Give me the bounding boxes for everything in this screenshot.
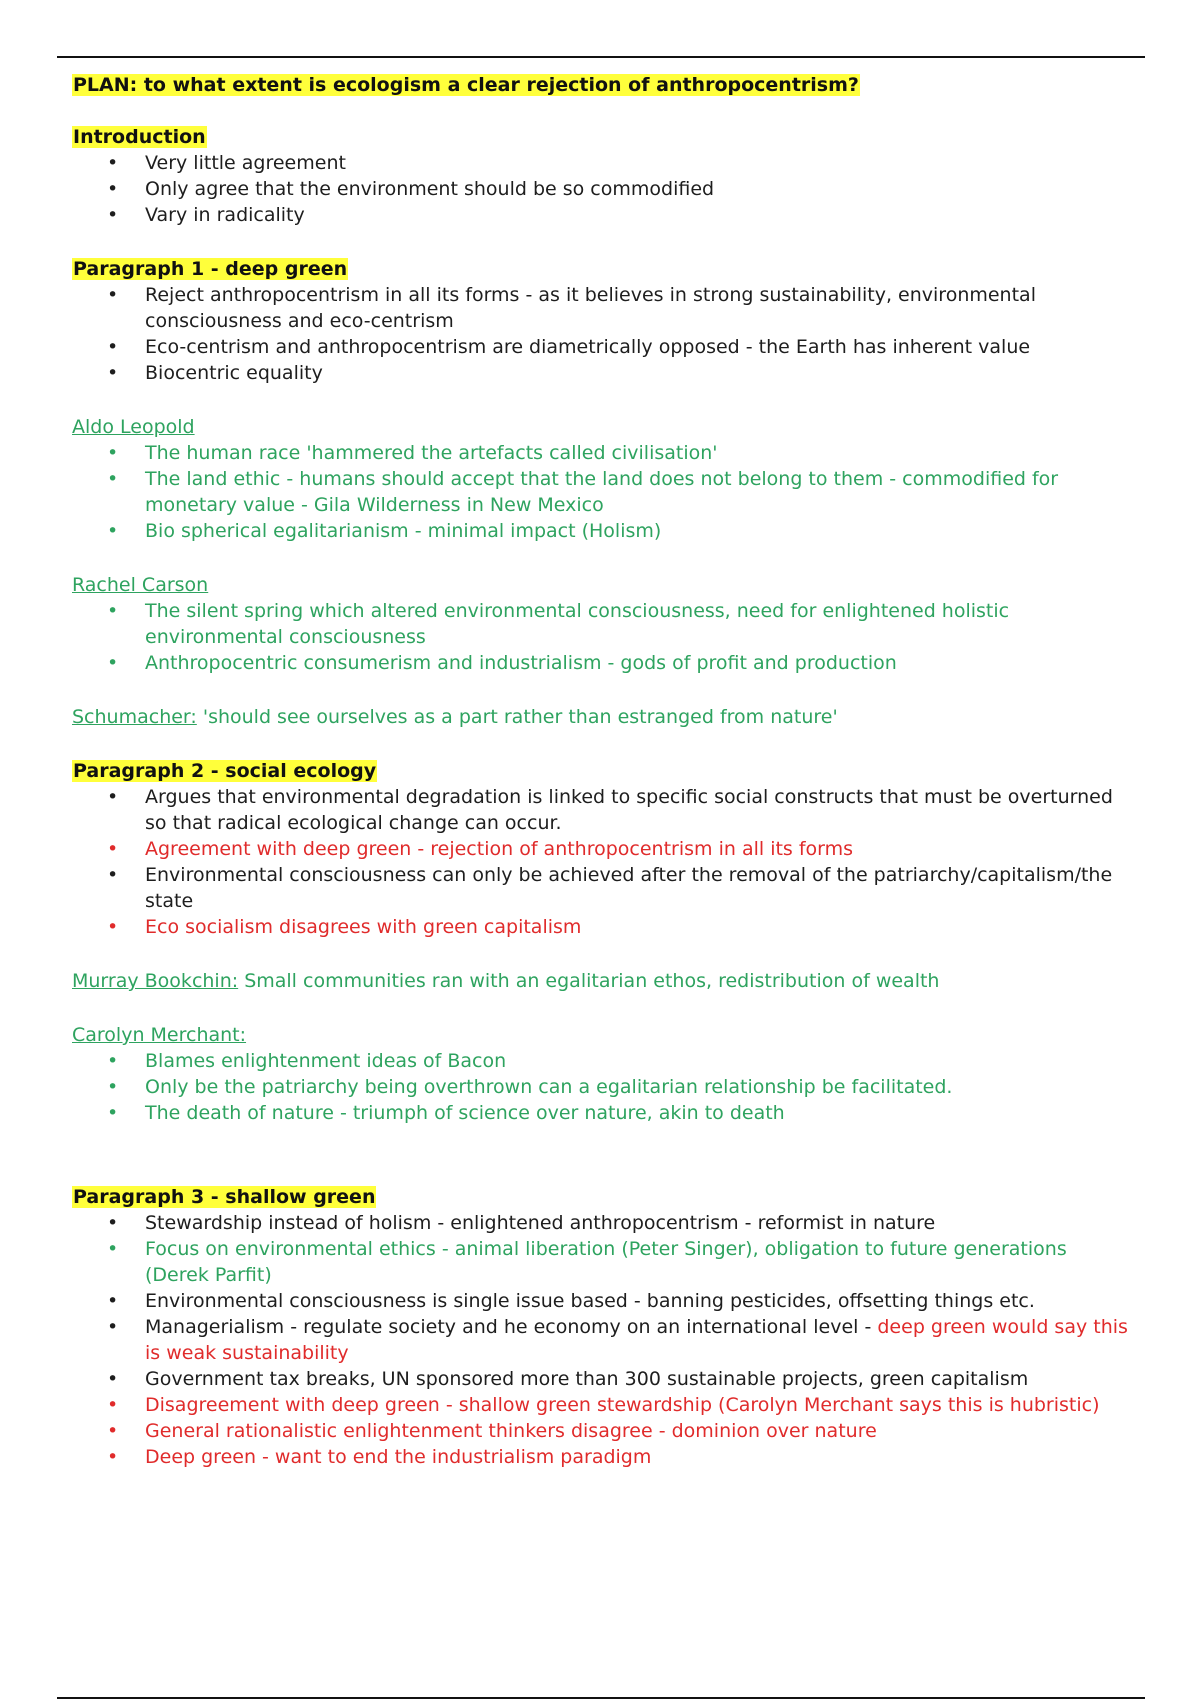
bullet-icon: • — [107, 600, 119, 622]
schumacher-section — [72, 704, 1132, 730]
list-item: • Only agree that the environment should be so commodified — [107, 178, 715, 200]
p3-heading: Paragraph 3 - shallow green — [73, 1186, 376, 1208]
bullet-icon: • — [107, 1050, 119, 1072]
leopold-heading: Aldo Leopold — [72, 416, 195, 438]
bullet-icon: • — [107, 1102, 119, 1124]
p2-heading: Paragraph 2 - social ecology — [73, 760, 377, 782]
leopold-list — [72, 440, 1132, 544]
carson-heading: Rachel Carson — [72, 574, 209, 596]
bullet-icon: • — [107, 152, 119, 174]
bullet-icon: • — [107, 520, 119, 542]
list-item: • Focus on environmental ethics - animal liberation (Peter Singer), obligation to future generations (Derek Parfit) — [107, 1238, 1067, 1286]
bullet-icon: • — [107, 652, 119, 674]
bullet-icon: • — [107, 838, 119, 860]
bullet-icon: • — [107, 204, 119, 226]
list-item: • Disagreement with deep green - shallow green stewardship (Carolyn Merchant says this is hubristic) — [107, 1394, 1100, 1416]
p1-list — [72, 282, 1132, 386]
intro-list — [72, 150, 1132, 228]
list-item: • Agreement with deep green - rejection of anthropocentrism in all its forms — [107, 838, 854, 860]
list-item: • General rationalistic enlightenment thinkers disagree - dominion over nature — [107, 1420, 877, 1442]
plan-title — [72, 72, 1132, 98]
list-item: • Vary in radicality — [107, 204, 305, 226]
intro-heading: Introduction — [73, 126, 206, 148]
p3-list — [72, 1210, 1132, 1470]
bookchin-section — [72, 968, 1132, 994]
bottom-rule — [57, 1697, 1145, 1699]
bullet-icon: • — [107, 1368, 119, 1390]
bullet-icon: • — [107, 1238, 119, 1260]
list-item: • Deep green - want to end the industrialism paradigm — [107, 1446, 652, 1468]
bullet-icon: • — [107, 1394, 119, 1416]
carson-list — [72, 598, 1132, 676]
top-rule — [57, 56, 1145, 58]
bullet-icon: • — [107, 916, 119, 938]
bullet-icon: • — [107, 1290, 119, 1312]
list-item: • Blames enlightenment ideas of Bacon — [107, 1050, 507, 1072]
leopold-section — [72, 414, 1132, 544]
bullet-icon: • — [107, 1316, 119, 1338]
list-item: • Stewardship instead of holism - enlightened anthropocentrism - reformist in nature — [107, 1212, 936, 1234]
list-item: • Environmental consciousness is single issue based - banning pesticides, offsetting things etc. — [107, 1290, 1035, 1312]
bookchin-line: Murray Bookchin: Small communities ran with an egalitarian ethos, redistribution of wealth — [72, 970, 940, 992]
bullet-icon: • — [107, 1076, 119, 1098]
intro-section — [72, 124, 1132, 228]
p1-section — [72, 256, 1132, 386]
bullet-icon: • — [107, 468, 119, 490]
list-item: • Bio spherical egalitarianism - minimal impact (Holism) — [107, 520, 662, 542]
bullet-icon: • — [107, 178, 119, 200]
merchant-heading: Carolyn Merchant: — [72, 1024, 247, 1046]
bullet-icon: • — [107, 1420, 119, 1442]
list-item: • The silent spring which altered environmental consciousness, need for enlightened holistic environmental consciousness — [107, 600, 1010, 648]
p2-section — [72, 758, 1132, 940]
p2-list — [72, 784, 1132, 940]
bullet-icon: • — [107, 284, 119, 306]
list-item: • The death of nature - triumph of science over nature, akin to death — [107, 1102, 785, 1124]
list-item: • The human race 'hammered the artefacts called civilisation' — [107, 442, 718, 464]
bullet-icon: • — [107, 786, 119, 808]
list-item: • Eco socialism disagrees with green capitalism — [107, 916, 582, 938]
list-item: • Environmental consciousness can only be achieved after the removal of the patriarchy/capitalism/the state — [107, 864, 1113, 912]
bullet-icon: • — [107, 336, 119, 358]
p1-heading: Paragraph 1 - deep green — [73, 258, 348, 280]
bullet-icon: • — [107, 1212, 119, 1234]
schumacher-line: Schumacher: 'should see ourselves as a part rather than estranged from nature' — [72, 706, 838, 728]
bullet-icon: • — [107, 442, 119, 464]
bullet-icon: • — [107, 864, 119, 886]
list-item: • Managerialism - regulate society and he economy on an international level - deep green would say this is weak sustainability — [107, 1316, 1128, 1364]
bullet-icon: • — [107, 1446, 119, 1468]
list-item: • Anthropocentric consumerism and industrialism - gods of profit and production — [107, 652, 897, 674]
list-item: • Very little agreement — [107, 152, 346, 174]
merchant-section — [72, 1022, 1132, 1126]
list-item: • Biocentric equality — [107, 362, 323, 384]
bullet-icon: • — [107, 362, 119, 384]
p3-section — [72, 1184, 1132, 1470]
list-item: • Reject anthropocentrism in all its forms - as it believes in strong sustainability, environmental consciousness and eco-centrism — [107, 284, 1036, 332]
document-page — [72, 72, 1132, 1498]
plan-title-text: PLAN: to what extent is ecologism a clear rejection of anthropocentrism? — [73, 74, 859, 96]
list-item: • Only be the patriarchy being overthrown can a egalitarian relationship be facilitated. — [107, 1076, 953, 1098]
spacer — [72, 1154, 1132, 1184]
merchant-list — [72, 1048, 1132, 1126]
list-item: • Government tax breaks, UN sponsored more than 300 sustainable projects, green capitalism — [107, 1368, 1029, 1390]
list-item: • The land ethic - humans should accept that the land does not belong to them - commodified for monetary value - Gila Wilderness in New Mexico — [107, 468, 1059, 516]
carson-section — [72, 572, 1132, 676]
list-item: • Eco-centrism and anthropocentrism are diametrically opposed - the Earth has inherent value — [107, 336, 1031, 358]
list-item: • Argues that environmental degradation is linked to specific social constructs that must be overturned so that radical ecological change can occur. — [107, 786, 1113, 834]
